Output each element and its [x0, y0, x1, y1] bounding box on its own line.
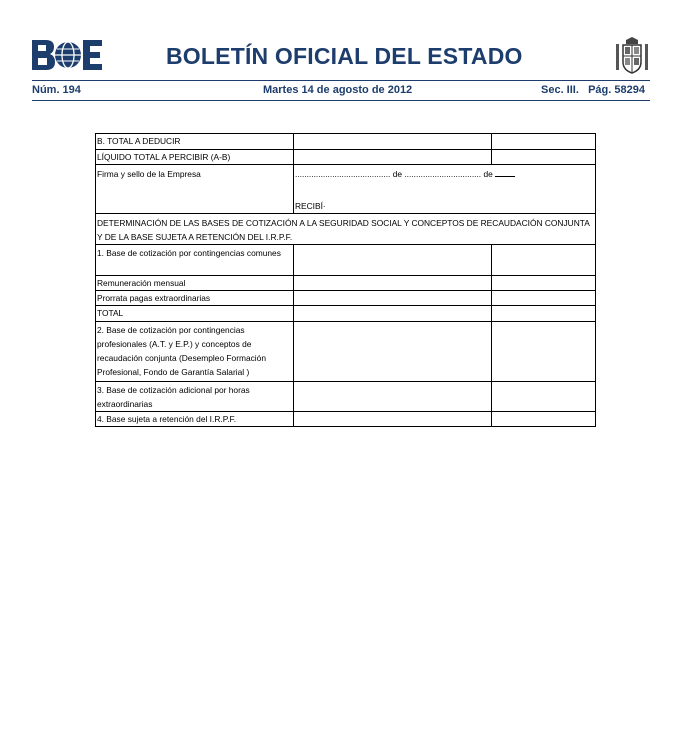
- table-cell: [293, 276, 491, 291]
- table-cell: [491, 134, 595, 150]
- total-deducir-label: B. TOTAL A DEDUCIR: [96, 134, 294, 150]
- determinacion-heading: DETERMINACIÓN DE LAS BASES DE COTIZACIÓN A LA SEGURIDAD SOCIAL Y CONCEPTOS DE RECAUDACIÓN CONJUNTA Y DE LA BASE SUJETA A RETENCIÓN DEL I.R.P.F.: [96, 214, 596, 245]
- table-row: [96, 306, 596, 322]
- table-cell: [491, 276, 595, 291]
- base-irpf-label: 4. Base sujeta a retención del I.R.P.F.: [96, 412, 294, 427]
- page-header: [0, 0, 682, 100]
- table-cell: [293, 245, 491, 276]
- section-page: Sec. III. Pág. 58294: [541, 84, 645, 96]
- table-cell: [491, 245, 595, 276]
- table-row: [96, 412, 596, 427]
- firma-cell: [293, 165, 595, 214]
- base-horas-label: 3. Base de cotización adicional por horas extraordinarias: [96, 382, 294, 412]
- table-cell: [491, 322, 595, 382]
- table-row: [96, 382, 596, 412]
- table-cell: [293, 306, 491, 322]
- issue-date: Martes 14 de agosto de 2012: [263, 84, 413, 96]
- recibi-label: RECIBÍ·: [294, 201, 326, 211]
- table-row: [96, 150, 596, 165]
- year-blank: [495, 167, 515, 177]
- table-row: [96, 291, 596, 306]
- table-cell: [293, 134, 491, 150]
- base-comunes-label: 1. Base de cotización por contingencias comunes: [96, 245, 294, 276]
- firma-date-line: ......................................... de ................................. de: [295, 167, 594, 181]
- table-row: [96, 165, 596, 214]
- page-title: BOLETÍN OFICIAL DEL ESTADO: [166, 43, 523, 69]
- payroll-table: [95, 133, 596, 427]
- liquido-total-label: LÍQUIDO TOTAL A PERCIBIR (A-B): [96, 150, 294, 165]
- coat-of-arms-icon: [612, 36, 652, 76]
- table-row: [96, 245, 596, 276]
- table-cell: [293, 412, 491, 427]
- table-row: [96, 214, 596, 245]
- table-cell: [491, 306, 595, 322]
- table-cell: [293, 322, 491, 382]
- table-cell: [491, 382, 595, 412]
- table-cell: [491, 412, 595, 427]
- total-label: TOTAL: [96, 306, 294, 322]
- prorrata-label: Prorrata pagas extraordinarias: [96, 291, 294, 306]
- table-cell: [293, 291, 491, 306]
- table-cell: [293, 150, 491, 165]
- remuneracion-label: Remuneración mensual: [96, 276, 294, 291]
- table-cell: [293, 382, 491, 412]
- header-rule-top: [32, 80, 650, 81]
- table-row: [96, 134, 596, 150]
- header-rule-bottom: [32, 100, 650, 101]
- table-row: [96, 322, 596, 382]
- base-profesionales-label: 2. Base de cotización por contingencias profesionales (A.T. y E.P.) y conceptos de recaudación conjunta (Desempleo Formación Profesional, Fondo de Garantía Salarial ): [96, 322, 294, 382]
- boe-logo-icon: [32, 40, 102, 70]
- table-row: [96, 276, 596, 291]
- table-cell: [491, 291, 595, 306]
- table-cell: [491, 150, 595, 165]
- firma-label: Firma y sello de la Empresa: [96, 165, 294, 214]
- issue-number: Núm. 194: [32, 84, 81, 96]
